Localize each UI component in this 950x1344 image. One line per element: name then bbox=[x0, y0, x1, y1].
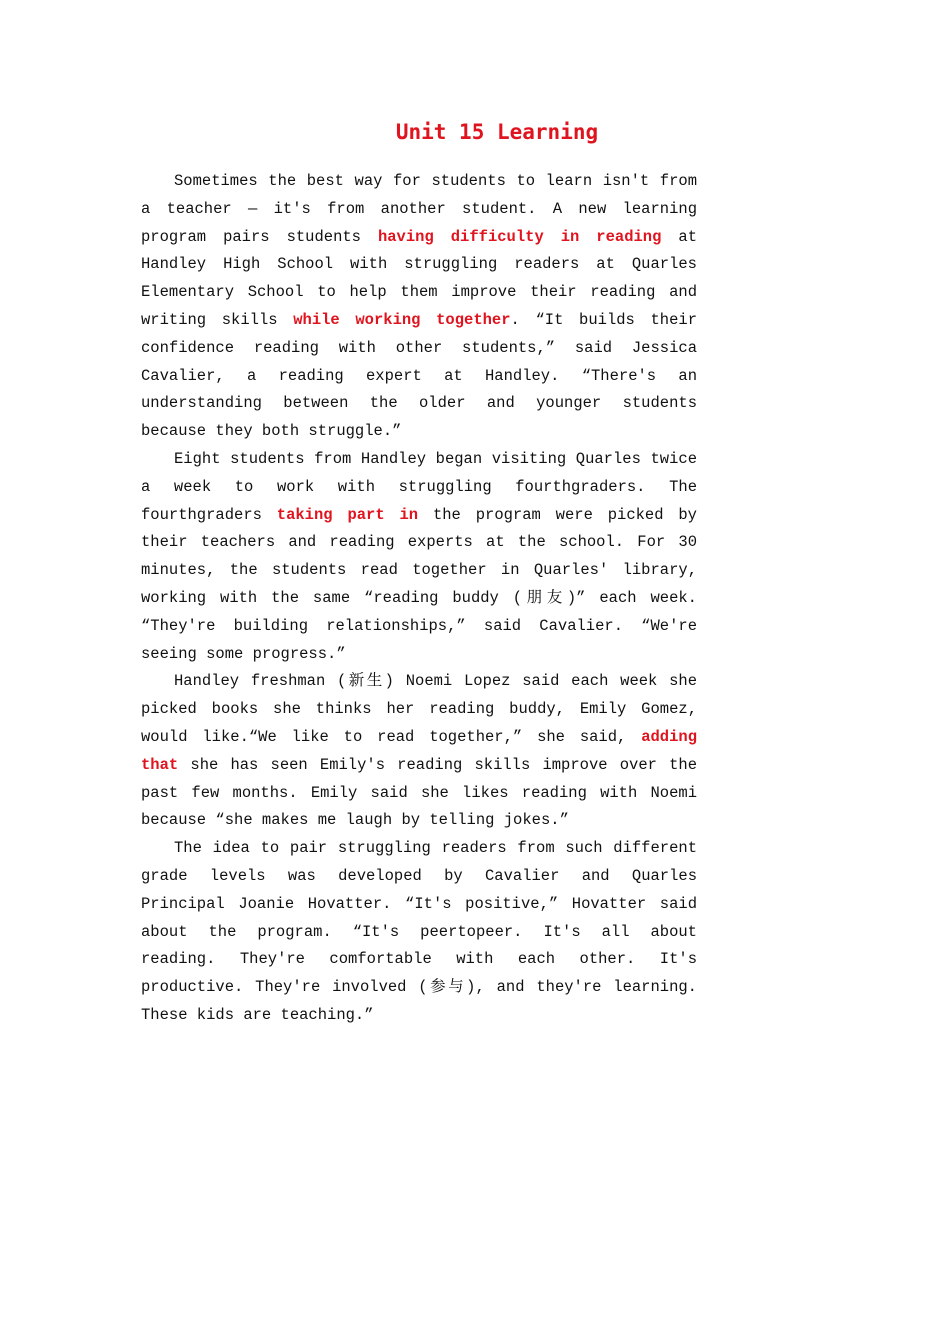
highlighted-phrase: having difficulty in reading bbox=[377, 227, 662, 246]
paragraph-2 bbox=[141, 446, 697, 668]
text-segment: she has seen Emily's reading skills improve over the past few months. Emily said she likes reading with Noemi because “she makes me laugh by telling jokes.” bbox=[141, 755, 697, 830]
text-segment: Eight students from Handley began visiting Quarles twice a week to work with struggling fourthgraders. The fourthgraders bbox=[141, 449, 697, 524]
text-segment: Sometimes the best way for students to learn isn't from a teacher — it's from another student. A new learning program pairs students bbox=[141, 172, 697, 246]
paragraph-4 bbox=[141, 835, 697, 1030]
article-body bbox=[141, 168, 697, 1030]
text-segment: at Handley High School with struggling readers at Quarles Elementary School to help them improve their reading and writing skills bbox=[141, 227, 697, 329]
highlighted-phrase: taking part in bbox=[276, 505, 419, 524]
text-segment: . “It builds their confidence reading with other students,” said Jessica Cavalier, a reading expert at Handley. “There's an understanding between the older and younger students because they both struggle.” bbox=[141, 310, 697, 441]
text-segment: Handley freshman (新生) Noemi Lopez said each week she picked books she thinks her reading buddy, Emily Gomez, would like.“We like to read together,” she said, bbox=[141, 672, 697, 746]
highlighted-phrase: adding that bbox=[141, 727, 697, 774]
text-segment: The idea to pair struggling readers from such different grade levels was developed by Cavalier and Quarles Principal Joanie Hovatter. “It's positive,” Hovatter said about the program. “It's peertopeer. It's all about reading. They're comfortable with each other. It's productive. They're involved (参与), and they're learning. These kids are teaching.” bbox=[141, 839, 697, 1024]
paragraph-1 bbox=[141, 168, 697, 446]
text-segment: the program were picked by their teachers and reading experts at the school. For 30 minutes, the students read together in Quarles' library, working with the same “reading buddy (朋友)” each week. “They're building relationships,” said Cavalier. “We're seeing some progress.” bbox=[141, 505, 697, 663]
document-title: Unit 15 Learning bbox=[395, 120, 599, 144]
paragraph-3 bbox=[141, 668, 697, 835]
highlighted-phrase: while working together bbox=[293, 310, 511, 329]
